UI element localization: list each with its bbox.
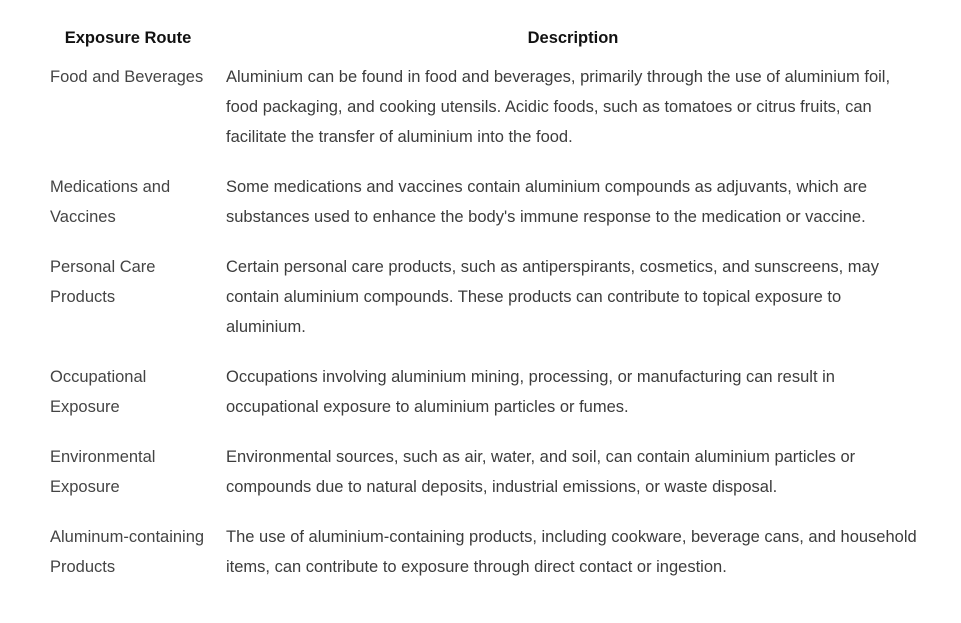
description-cell: Certain personal care products, such as antiperspirants, cosmetics, and sunscreens, may contain aluminium compounds. These products can contribute to topical exposure to aluminium. bbox=[226, 258, 879, 336]
route-cell: Personal Care Products bbox=[50, 258, 156, 306]
description-cell: The use of aluminium-containing products, including cookware, beverage cans, and household items, can contribute to exposure through direct contact or ingestion. bbox=[226, 528, 917, 576]
exposure-table-container bbox=[40, 18, 930, 602]
table-row bbox=[40, 522, 930, 602]
description-cell: Environmental sources, such as air, water, and soil, can contain aluminium particles or compounds due to natural deposits, industrial emissions, or waste disposal. bbox=[226, 448, 856, 496]
exposure-routes-table bbox=[40, 18, 930, 602]
description-cell: Occupations involving aluminium mining, processing, or manufacturing can result in occupational exposure to aluminium particles or fumes. bbox=[226, 368, 835, 416]
table-header-row bbox=[40, 18, 930, 62]
table-row bbox=[40, 362, 930, 442]
route-cell: Environmental Exposure bbox=[50, 448, 156, 496]
table-row bbox=[40, 62, 930, 172]
table-row bbox=[40, 172, 930, 252]
table-row bbox=[40, 442, 930, 522]
description-cell: Aluminium can be found in food and beverages, primarily through the use of aluminium foil, food packaging, and cooking utensils. Acidic foods, such as tomatoes or citrus fruits, can facilitate the transfer of aluminium into the food. bbox=[226, 68, 891, 146]
header-description: Description bbox=[527, 29, 619, 47]
route-cell: Occupational Exposure bbox=[50, 368, 147, 416]
table-row bbox=[40, 252, 930, 362]
route-cell: Aluminum-containing Products bbox=[50, 528, 205, 576]
route-cell: Food and Beverages bbox=[50, 68, 204, 86]
description-cell: Some medications and vaccines contain aluminium compounds as adjuvants, which are substances used to enhance the body's immune response to the medication or vaccine. bbox=[226, 178, 868, 226]
route-cell: Medications and Vaccines bbox=[50, 178, 171, 226]
header-exposure-route: Exposure Route bbox=[64, 29, 192, 47]
